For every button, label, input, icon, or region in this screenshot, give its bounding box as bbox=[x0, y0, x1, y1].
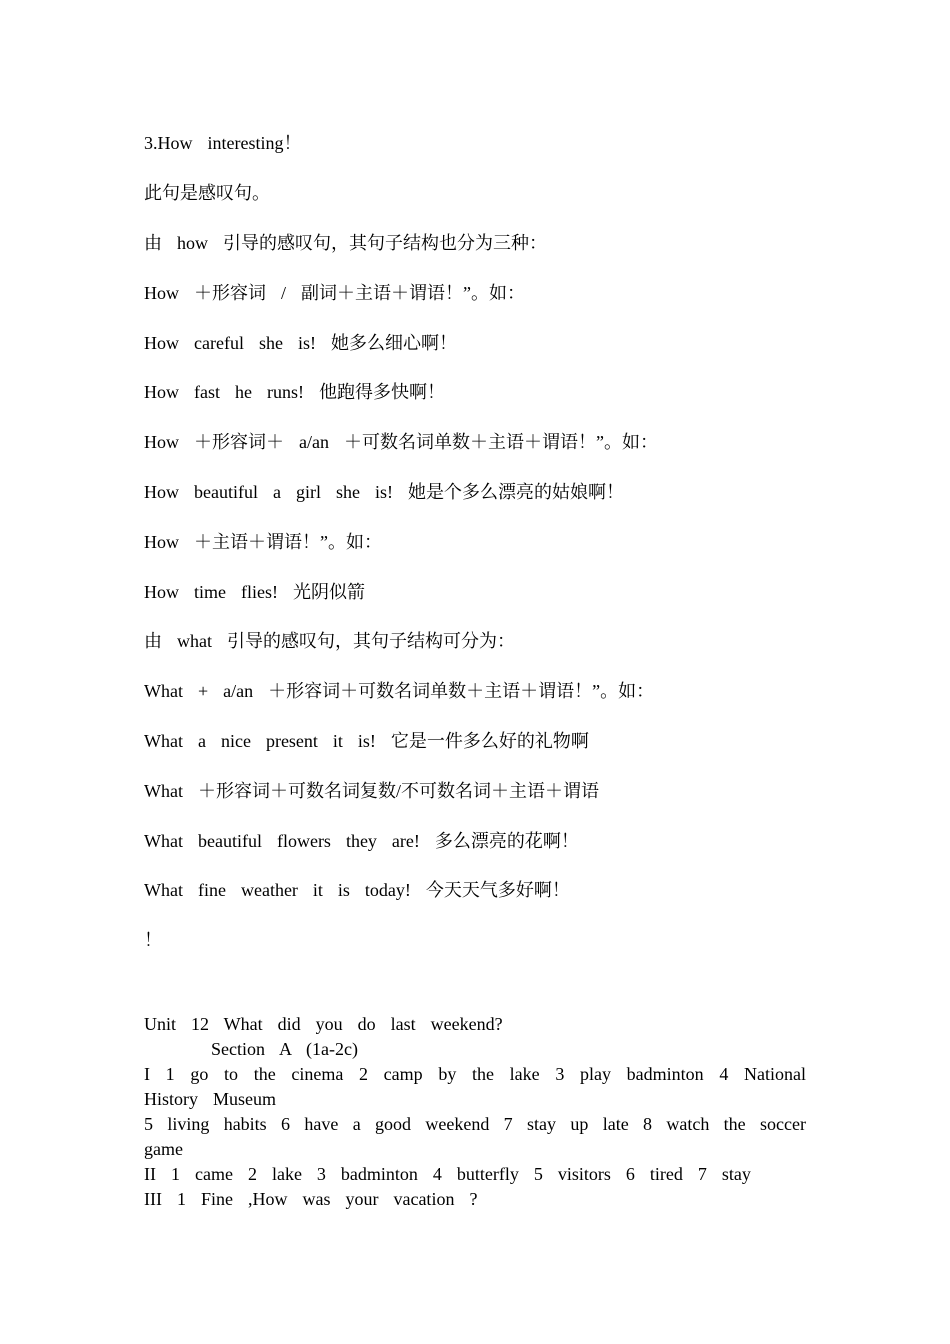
section-title: 3.How interesting！ bbox=[144, 133, 302, 153]
how-intro: 由 how 引导的感叹句，其句子结构也分为三种： bbox=[144, 233, 547, 253]
how-example-1a: How careful she is! 她多么细心啊！ bbox=[144, 333, 457, 353]
how-example-1b: How fast he runs! 他跑得多快啊！ bbox=[144, 382, 445, 402]
part-1-line-3: 5 living habits 6 have a good weekend 7 stay up late 8 watch the soccer bbox=[144, 1114, 806, 1134]
what-pattern-1: What + a/an ＋形容词＋可数名词单数＋主语＋谓语！”。如： bbox=[144, 681, 655, 701]
what-example-2b: What fine weather it is today! 今天天气多好啊！ bbox=[144, 880, 570, 900]
what-example-1: What a nice present it is! 它是一件多么好的礼物啊 bbox=[144, 731, 589, 751]
how-pattern-3: How ＋主语＋谓语！”。如： bbox=[144, 532, 382, 552]
end-mark: ！ bbox=[144, 930, 162, 950]
how-example-2: How beautiful a girl she is! 她是个多么漂亮的姑娘啊！ bbox=[144, 482, 624, 502]
part-1-line-4: game bbox=[144, 1139, 183, 1159]
unit-title: Unit 12 What did you do last weekend? bbox=[144, 1014, 503, 1034]
how-pattern-1: How ＋形容词 / 副词＋主语＋谓语！”。如： bbox=[144, 283, 525, 303]
part-1-line-1: I 1 go to the cinema 2 camp by the lake 3 play badminton 4 National bbox=[144, 1064, 806, 1084]
part-2: II 1 came 2 lake 3 badminton 4 butterfly 5 visitors 6 tired 7 stay bbox=[144, 1164, 751, 1184]
part-3: III 1 Fine ,How was your vacation ? bbox=[144, 1189, 478, 1209]
what-intro: 由 what 引导的感叹句，其句子结构可分为： bbox=[144, 631, 515, 651]
how-pattern-2: How ＋形容词＋ a/an ＋可数名词单数＋主语＋谓语！”。如： bbox=[144, 432, 658, 452]
how-example-3: How time flies! 光阴似箭 bbox=[144, 582, 365, 602]
section-subtitle: Section A (1a-2c) bbox=[211, 1039, 358, 1059]
what-example-2a: What beautiful flowers they are! 多么漂亮的花啊！ bbox=[144, 831, 579, 851]
what-pattern-2: What ＋形容词＋可数名词复数/不可数名词＋主语＋谓语 bbox=[144, 781, 599, 801]
part-1-line-2: History Museum bbox=[144, 1089, 276, 1109]
intro-text: 此句是感叹句。 bbox=[144, 183, 270, 203]
